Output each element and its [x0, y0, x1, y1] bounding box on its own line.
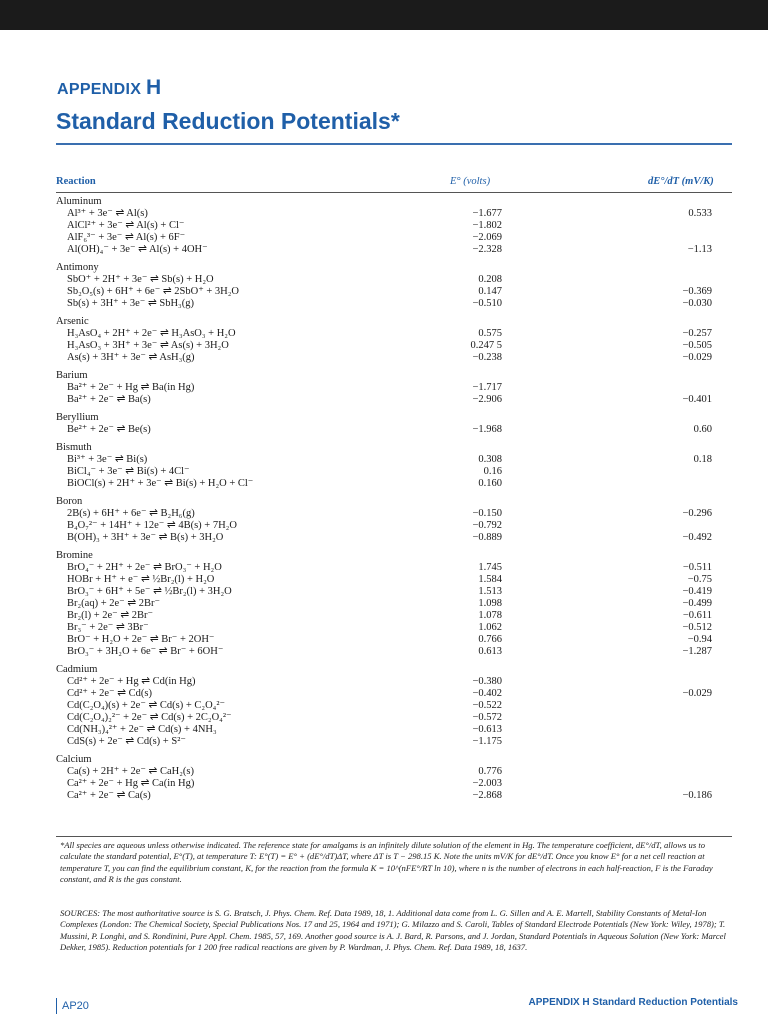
table-row [56, 220, 736, 232]
element-group [56, 442, 736, 490]
dedt-cell: −1.287 [682, 646, 712, 657]
reaction-cell: BrO⁻ + H₂O + 2e⁻ ⇌ Br⁻ + 2OH⁻ [67, 634, 215, 645]
dedt-cell: −0.611 [682, 610, 712, 621]
table-row [56, 586, 736, 598]
reaction-cell: Al³⁺ + 3e⁻ ⇌ Al(s) [67, 208, 148, 219]
reaction-cell: BrO₄⁻ + 2H⁺ + 2e⁻ ⇌ BrO₃⁻ + H₂O [67, 562, 222, 573]
table-row [56, 778, 736, 790]
reaction-cell: Ca²⁺ + 2e⁻ ⇌ Ca(s) [67, 790, 151, 801]
table-row [56, 244, 736, 256]
reaction-cell: BrO₃⁻ + 6H⁺ + 5e⁻ ⇌ ½Br₂(l) + 3H₂O [67, 586, 232, 597]
table-row [56, 466, 736, 478]
column-header-e0: E° (volts) [450, 176, 491, 187]
title-rule [56, 143, 732, 145]
footnote-rule [56, 836, 732, 837]
e0-cell: 1.513 [478, 586, 502, 597]
page-number: AP20 [62, 1000, 89, 1012]
table-row [56, 724, 736, 736]
e0-cell: 1.745 [478, 562, 502, 573]
appendix-label [57, 76, 161, 100]
page-number-bar [56, 998, 57, 1014]
reaction-cell: Br₂(l) + 2e⁻ ⇌ 2Br⁻ [67, 610, 154, 621]
e0-cell: −1.717 [472, 382, 502, 393]
table-row [56, 352, 736, 364]
reaction-cell: Be²⁺ + 2e⁻ ⇌ Be(s) [67, 424, 151, 435]
element-group [56, 550, 736, 658]
table-row [56, 532, 736, 544]
dedt-cell: −0.029 [682, 352, 712, 363]
e0-cell: 0.160 [478, 478, 502, 489]
e0-cell: −2.328 [472, 244, 502, 255]
table-row [56, 208, 736, 220]
dedt-cell: −0.512 [682, 622, 712, 633]
dedt-cell: −0.401 [682, 394, 712, 405]
dedt-cell: −0.505 [682, 340, 712, 351]
element-name: Barium [56, 370, 88, 381]
element-name: Cadmium [56, 664, 98, 675]
element-group [56, 316, 736, 364]
e0-cell: −1.968 [472, 424, 502, 435]
dedt-cell: 0.60 [693, 424, 712, 435]
e0-cell: −1.175 [472, 736, 502, 747]
reaction-cell: Ca²⁺ + 2e⁻ + Hg ⇌ Ca(in Hg) [67, 778, 195, 789]
element-name: Beryllium [56, 412, 99, 423]
reaction-cell: Br₃⁻ + 2e⁻ ⇌ 3Br⁻ [67, 622, 149, 633]
e0-cell: 0.766 [478, 634, 502, 645]
e0-cell: −2.069 [472, 232, 502, 243]
reaction-cell: 2B(s) + 6H⁺ + 6e⁻ ⇌ B₂H₆(g) [67, 508, 195, 519]
table-row [56, 454, 736, 466]
e0-cell: −0.402 [472, 688, 502, 699]
reaction-cell: CdS(s) + 2e⁻ ⇌ Cd(s) + S²⁻ [67, 736, 186, 747]
table-row [56, 646, 736, 658]
e0-cell: −0.150 [472, 508, 502, 519]
page-title: Standard Reduction Potentials* [56, 108, 400, 134]
reaction-cell: BiCl₄⁻ + 3e⁻ ⇌ Bi(s) + 4Cl⁻ [67, 466, 190, 477]
element-name: Aluminum [56, 196, 102, 207]
reaction-cell: As(s) + 3H⁺ + 3e⁻ ⇌ AsH₃(g) [67, 352, 195, 363]
reaction-cell: AlCl²⁺ + 3e⁻ ⇌ Al(s) + Cl⁻ [67, 220, 185, 231]
e0-cell: 1.584 [478, 574, 502, 585]
dedt-cell: −0.257 [682, 328, 712, 339]
element-name: Calcium [56, 754, 92, 765]
dedt-cell: 0.533 [688, 208, 712, 219]
table-row [56, 700, 736, 712]
dedt-cell: −0.499 [682, 598, 712, 609]
reaction-cell: SbO⁺ + 2H⁺ + 3e⁻ ⇌ Sb(s) + H₂O [67, 274, 214, 285]
table-row [56, 340, 736, 352]
dedt-cell: −0.419 [682, 586, 712, 597]
reaction-cell: Ca(s) + 2H⁺ + 2e⁻ ⇌ CaH₂(s) [67, 766, 194, 777]
table-row [56, 598, 736, 610]
e0-cell: −0.889 [472, 532, 502, 543]
element-name: Antimony [56, 262, 99, 273]
e0-cell: −0.522 [472, 700, 502, 711]
reaction-cell: Sb(s) + 3H⁺ + 3e⁻ ⇌ SbH₃(g) [67, 298, 194, 309]
element-name: Bromine [56, 550, 93, 561]
e0-cell: −0.792 [472, 520, 502, 531]
reaction-cell: Bi³⁺ + 3e⁻ ⇌ Bi(s) [67, 454, 148, 465]
e0-cell: 0.247 5 [470, 340, 502, 351]
table-row [56, 610, 736, 622]
element-group [56, 496, 736, 544]
dedt-cell: −0.030 [682, 298, 712, 309]
element-name: Boron [56, 496, 83, 507]
reaction-cell: AlF₆³⁻ + 3e⁻ ⇌ Al(s) + 6F⁻ [67, 232, 186, 243]
reaction-cell: Ba²⁺ + 2e⁻ + Hg ⇌ Ba(in Hg) [67, 382, 195, 393]
table-row [56, 424, 736, 436]
running-head: APPENDIX H Standard Reduction Potentials [528, 997, 738, 1008]
table-row [56, 478, 736, 490]
element-group [56, 412, 736, 436]
e0-cell: 1.078 [478, 610, 502, 621]
column-header-reaction: Reaction [56, 176, 96, 187]
reaction-cell: Cd²⁺ + 2e⁻ ⇌ Cd(s) [67, 688, 152, 699]
reaction-cell: HOBr + H⁺ + e⁻ ⇌ ½Br₂(l) + H₂O [67, 574, 215, 585]
reaction-cell: Cd(C₂O₄)₂²⁻ + 2e⁻ ⇌ Cd(s) + 2C₂O₄²⁻ [67, 712, 232, 723]
element-group [56, 196, 736, 256]
element-group [56, 370, 736, 406]
table-row [56, 286, 736, 298]
reaction-cell: Ba²⁺ + 2e⁻ ⇌ Ba(s) [67, 394, 151, 405]
reaction-cell: BrO₃⁻ + 3H₂O + 6e⁻ ⇌ Br⁻ + 6OH⁻ [67, 646, 224, 657]
table-row [56, 712, 736, 724]
table-row [56, 736, 736, 748]
e0-cell: −2.868 [472, 790, 502, 801]
e0-cell: 0.16 [483, 466, 502, 477]
table-row [56, 562, 736, 574]
reaction-cell: Cd(C₂O₄)(s) + 2e⁻ ⇌ Cd(s) + C₂O₄²⁻ [67, 700, 226, 711]
appendix-letter: H [145, 76, 162, 99]
e0-cell: −0.572 [472, 712, 502, 723]
table-row [56, 394, 736, 406]
reaction-cell: Cd²⁺ + 2e⁻ + Hg ⇌ Cd(in Hg) [67, 676, 196, 687]
table-row [56, 382, 736, 394]
reaction-cell: Br₂(aq) + 2e⁻ ⇌ 2Br⁻ [67, 598, 161, 609]
e0-cell: −2.003 [472, 778, 502, 789]
e0-cell: 0.308 [478, 454, 502, 465]
dedt-cell: −0.492 [682, 532, 712, 543]
e0-cell: −2.906 [472, 394, 502, 405]
dedt-cell: −0.186 [682, 790, 712, 801]
dedt-cell: 0.18 [693, 454, 712, 465]
reaction-cell: Sb₂O₅(s) + 6H⁺ + 6e⁻ ⇌ 2SbO⁺ + 3H₂O [67, 286, 240, 297]
reaction-cell: BiOCl(s) + 2H⁺ + 3e⁻ ⇌ Bi(s) + H₂O + Cl⁻ [67, 478, 254, 489]
e0-cell: 0.147 [478, 286, 502, 297]
potentials-table [56, 196, 736, 808]
dedt-cell: −1.13 [687, 244, 712, 255]
appendix-word: APPENDIX [57, 81, 142, 98]
e0-cell: −0.238 [472, 352, 502, 363]
reaction-cell: B₄O₇²⁻ + 14H⁺ + 12e⁻ ⇌ 4B(s) + 7H₂O [67, 520, 237, 531]
e0-cell: 1.062 [478, 622, 502, 633]
element-name: Arsenic [56, 316, 89, 327]
column-header-dedt: dE°/dT (mV/K) [648, 176, 714, 187]
element-group [56, 262, 736, 310]
dedt-cell: −0.029 [682, 688, 712, 699]
e0-cell: −0.380 [472, 676, 502, 687]
table-row [56, 274, 736, 286]
e0-cell: 0.776 [478, 766, 502, 777]
table-row [56, 688, 736, 700]
e0-cell: 1.098 [478, 598, 502, 609]
reaction-cell: H₃AsO₃ + 3H⁺ + 3e⁻ ⇌ As(s) + 3H₂O [67, 340, 229, 351]
dedt-cell: −0.296 [682, 508, 712, 519]
reaction-cell: Al(OH)₄⁻ + 3e⁻ ⇌ Al(s) + 4OH⁻ [67, 244, 208, 255]
e0-cell: 0.613 [478, 646, 502, 657]
table-row [56, 298, 736, 310]
table-row [56, 790, 736, 802]
dedt-cell: −0.94 [687, 634, 712, 645]
reaction-cell: H₃AsO₄ + 2H⁺ + 2e⁻ ⇌ H₃AsO₃ + H₂O [67, 328, 236, 339]
e0-cell: −0.510 [472, 298, 502, 309]
e0-cell: 0.208 [478, 274, 502, 285]
table-row [56, 520, 736, 532]
header-rule [56, 192, 732, 193]
element-name: Bismuth [56, 442, 92, 453]
table-row [56, 622, 736, 634]
dedt-cell: −0.511 [682, 562, 712, 573]
element-group [56, 664, 736, 748]
element-group [56, 754, 736, 802]
scan-top-border [0, 0, 768, 30]
table-row [56, 634, 736, 646]
e0-cell: −1.677 [472, 208, 502, 219]
e0-cell: 0.575 [478, 328, 502, 339]
e0-cell: −1.802 [472, 220, 502, 231]
footnote: *All species are aqueous unless otherwise indicated. The reference state for amalgams is an infinitely dilute solution of the element in Hg. The temperature coefficient, dE°/dT, allows us to calculate the standard potential, E°(T), at temperature T: E°(T) = E° + (dE°/dT)ΔT, where ΔT is T − 298.15 K. Note the units mV/K for dE°/dT. Once you know E° for a net cell reaction at temperature T, you can find the equilibrium constant, K, for the reaction from the formula K = 10^(nFE°/RT ln 10), where n is the number of electrons in each half-reaction, F is the Faraday constant, and R is the gas constant. [60, 840, 713, 885]
table-row [56, 766, 736, 778]
dedt-cell: −0.75 [687, 574, 712, 585]
dedt-cell: −0.369 [682, 286, 712, 297]
table-row [56, 508, 736, 520]
table-row [56, 232, 736, 244]
e0-cell: −0.613 [472, 724, 502, 735]
reaction-cell: B(OH)₃ + 3H⁺ + 3e⁻ ⇌ B(s) + 3H₂O [67, 532, 224, 543]
sources-note: SOURCES: The most authoritative source is S. G. Bratsch, J. Phys. Chem. Ref. Data 1989, 18, 1. Additional data come from L. G. Sillen and A. E. Martell, Stability Constants of Metal-Ion Complexes (London: The Chemical Society, Special Publications Nos. 17 and 25, 1964 and 1971); G. Milazzo and S. Caroli, Tables of Standard Electrode Potentials (New York: Wiley, 1978); T. Mussini, P. Longhi, and S. Rondinini, Pure Appl. Chem. 1985, 57, 169. Another good source is A. J. Bard, R. Parsons, and J. Jordan, Standard Potentials in Aqueous Solution (New York: Marcel Dekker, 1985). Reduction potentials for 1 200 free radical reactions are given by P. Wardman, J. Phys. Chem. Ref. Data 1989, 18, 1637. [60, 908, 726, 953]
reaction-cell: Cd(NH₃)₄²⁺ + 2e⁻ ⇌ Cd(s) + 4NH₃ [67, 724, 217, 735]
table-row [56, 676, 736, 688]
table-row [56, 574, 736, 586]
table-row [56, 328, 736, 340]
